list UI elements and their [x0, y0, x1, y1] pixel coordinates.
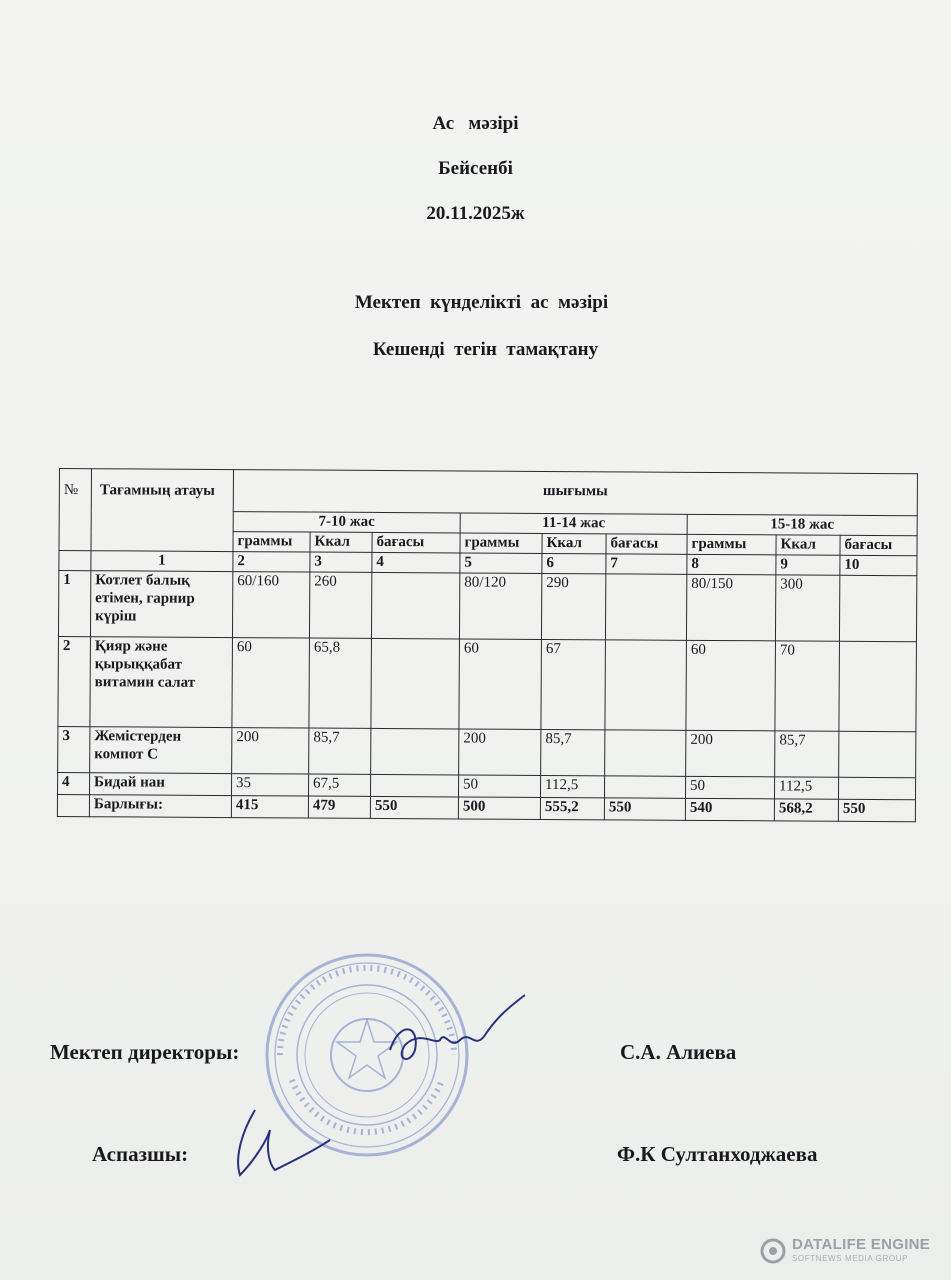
- cell-grams: 80/150: [686, 574, 775, 641]
- col-number: 4: [372, 552, 460, 573]
- director-label: Мектеп директоры:: [50, 1040, 240, 1064]
- cell-kcal: 65,8: [309, 638, 372, 728]
- col-number: 10: [840, 555, 917, 575]
- cell-price: [371, 728, 459, 775]
- cell-price: [370, 774, 458, 797]
- director-signature-icon: [380, 990, 530, 1070]
- col-no-header: №: [59, 469, 92, 551]
- sub-header-grams: граммы: [460, 533, 542, 554]
- menu-title: Ас мәзірі: [432, 113, 519, 134]
- cell-price: [605, 574, 686, 640]
- total-kcal: 479: [308, 796, 370, 818]
- cell-grams: 200: [232, 728, 309, 774]
- cell-grams: 200: [459, 729, 541, 776]
- col-number: 2: [233, 552, 310, 572]
- menu-date: 20.11.2025ж: [426, 203, 525, 224]
- sub-header-price: бағасы: [840, 535, 917, 555]
- cell-kcal: 85,7: [775, 731, 839, 777]
- cell-grams: 60: [686, 640, 776, 731]
- cell-kcal: 112,5: [774, 777, 838, 799]
- total-price: 550: [604, 798, 685, 820]
- menu-subtitle-2: Кешенді тегін тамақтану: [372, 339, 599, 360]
- col-number: 6: [542, 553, 606, 573]
- age-group-header: 15-18 жас: [687, 514, 917, 535]
- cell-grams: 60: [459, 639, 542, 729]
- cell-grams: 60: [232, 638, 310, 728]
- total-kcal: 568,2: [774, 799, 838, 821]
- cell-kcal: 300: [775, 575, 839, 641]
- col-number: 1: [91, 551, 233, 572]
- table-row: [58, 636, 917, 731]
- table-row: [58, 726, 916, 777]
- cell-price: [839, 731, 916, 777]
- sub-header-kcal: Ккал: [542, 533, 606, 553]
- datalife-logo-icon: [758, 1236, 788, 1266]
- age-group-header: 11-14 жас: [460, 513, 687, 534]
- row-number: 2: [58, 636, 91, 726]
- col-output-header: шығымы: [233, 470, 917, 516]
- col-number: 7: [606, 554, 687, 574]
- total-kcal: 555,2: [540, 797, 604, 819]
- total-row: [57, 794, 915, 821]
- total-price: 550: [838, 799, 915, 821]
- age-group-header: 7-10 жас: [233, 512, 460, 533]
- watermark-sub: SOFTNEWS MEDIA GROUP: [792, 1254, 909, 1263]
- cook-name: Ф.К Султанходжаева: [617, 1142, 818, 1166]
- cell-price: [605, 730, 686, 776]
- total-label: Барлығы:: [89, 795, 231, 818]
- menu-subtitle: Мектеп күнделікті ас мәзірі: [354, 292, 609, 313]
- sub-header-kcal: Ккал: [310, 532, 372, 552]
- dish-name: Жемістерден компот С: [90, 727, 232, 774]
- cook-signature-icon: [225, 1105, 335, 1180]
- row-number: 1: [58, 571, 90, 637]
- cell-grams: 50: [685, 776, 774, 799]
- sub-header-price: бағасы: [372, 532, 460, 553]
- director-name: С.А. Алиева: [620, 1040, 737, 1064]
- cell-kcal: 70: [775, 641, 840, 731]
- col-number: 3: [310, 552, 372, 572]
- menu-table: [57, 468, 918, 822]
- cell-kcal: 67: [541, 639, 606, 729]
- total-price: 550: [370, 796, 458, 819]
- col-number: 5: [460, 553, 542, 574]
- row-number: 3: [58, 726, 90, 772]
- cell-price: [604, 776, 685, 798]
- cell-kcal: 85,7: [309, 728, 371, 774]
- cell-kcal: 67,5: [309, 774, 371, 796]
- cell-price: [371, 638, 460, 729]
- total-grams: 500: [458, 797, 540, 820]
- watermark-brand: DATALIFE ENGINE: [792, 1236, 931, 1253]
- cell-price: [838, 777, 915, 799]
- cell-price: [839, 641, 917, 731]
- col-name-header: Тағамның атауы: [91, 469, 233, 552]
- total-grams: 415: [231, 796, 308, 818]
- row-number: 4: [58, 772, 90, 794]
- cell-grams: 200: [686, 730, 775, 777]
- dish-name: Бидай нан: [90, 773, 232, 796]
- sub-header-grams: граммы: [687, 534, 776, 555]
- cell-kcal: 290: [541, 573, 605, 639]
- dish-name: Котлет балық етімен, гарнир күріш: [90, 571, 232, 638]
- dish-name: Қияр және қырыққабат витамин салат: [90, 637, 233, 728]
- cell-grams: 35: [232, 774, 309, 796]
- cell-grams: 60/160: [232, 572, 309, 638]
- cell-kcal: 260: [309, 572, 371, 638]
- col-number: 8: [687, 554, 776, 575]
- col-number: 9: [776, 555, 840, 575]
- sub-header-price: бағасы: [606, 534, 687, 554]
- cell-price: [371, 572, 459, 639]
- cook-label: Аспазшы:: [92, 1142, 189, 1166]
- cell-kcal: 85,7: [541, 729, 605, 775]
- weekday: Бейсенбі: [438, 158, 513, 179]
- total-grams: 540: [685, 798, 774, 821]
- cell-price: [839, 575, 916, 641]
- cell-grams: 80/120: [459, 573, 541, 639]
- sub-header-grams: граммы: [233, 532, 310, 552]
- cell-price: [605, 640, 687, 730]
- sub-header-kcal: Ккал: [776, 535, 840, 555]
- table-row: [58, 571, 916, 642]
- cell-grams: 50: [458, 775, 540, 798]
- cell-kcal: 112,5: [540, 775, 604, 797]
